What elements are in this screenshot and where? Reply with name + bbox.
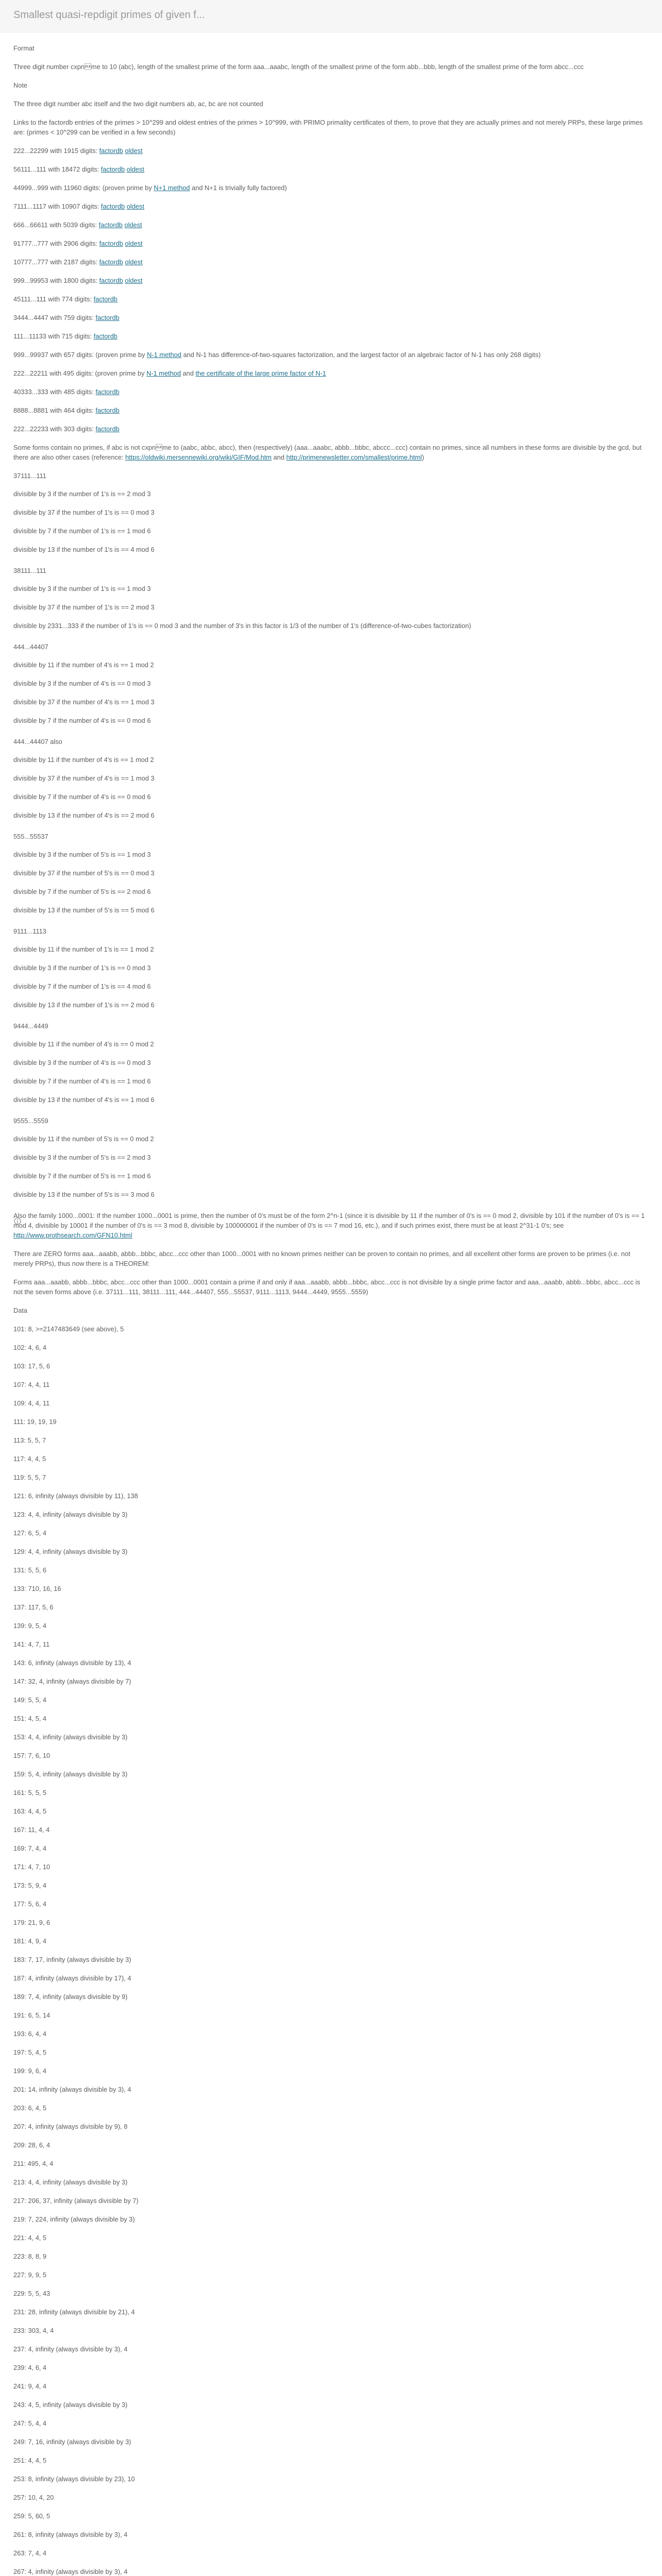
prime-links-list <box>13 146 649 434</box>
covering-rule: divisible by 7 if the number of 1's is == 1 mod 6 <box>13 527 151 535</box>
format-heading: Format <box>13 44 35 52</box>
prime-entry-text: 666...66611 with 5039 digits: <box>13 221 99 229</box>
prime-entry-text: 44999...999 with 11960 digits: (proven prime by <box>13 184 154 192</box>
data-row: 169: 7, 4, 4 <box>13 1844 47 1852</box>
data-row: 231: 28, infinity (always divisible by 21), 4 <box>13 2308 135 2316</box>
reference-link-1[interactable]: https://oldwiki.mersennewiki.org/wiki/GIF/Mod.htm <box>125 453 272 461</box>
covering-group <box>13 642 649 725</box>
prime-entry-link[interactable]: factordb <box>99 240 123 247</box>
prime-entry-text: 222...22299 with 1915 digits: <box>13 147 100 155</box>
data-row: 187: 4, infinity (always divisible by 17), 4 <box>13 1974 131 1982</box>
covering-rule: divisible by 3 if the number of 1's is == 2 mod 3 <box>13 490 151 498</box>
data-row: 159: 5, 4, infinity (always divisible by 3) <box>13 1770 128 1778</box>
data-row: 177: 5, 6, 4 <box>13 1900 47 1908</box>
covering-rule: divisible by 7 if the number of 5's is == 2 mod 6 <box>13 888 151 895</box>
covering-group <box>13 832 649 915</box>
prime-link-entry <box>13 239 649 248</box>
prime-entry-text: 45111...111 with 774 digits: <box>13 295 94 303</box>
prime-link-entry <box>13 331 649 341</box>
data-row: 209: 28, 6, 4 <box>13 2141 51 2149</box>
covering-rule: divisible by 7 if the number of 1's is == 4 mod 6 <box>13 982 151 990</box>
covering-group <box>13 737 649 820</box>
data-row: 213: 4, 4, infinity (always divisible by 3) <box>13 2178 128 2186</box>
data-row: 127: 6, 5, 4 <box>13 1529 47 1537</box>
data-row: 157: 7, 6, 10 <box>13 1752 51 1759</box>
family-text-2: There are ZERO forms aaa...aaabb, abbb...bbbc, abcc...ccc other than 1000...0001 with no known primes neither can be proven to contain no primes, and all excellent other forms are proven to be primes (i.e. not merely PRPs), thus now there is a THEOREM: <box>13 1250 631 1267</box>
data-row: 113: 5, 5, 7 <box>13 1436 46 1444</box>
data-row: 109: 4, 4, 11 <box>13 1399 50 1407</box>
prime-entry-link[interactable]: factordb <box>95 388 120 396</box>
data-row: 137: 117, 5, 6 <box>13 1603 54 1611</box>
data-row: 199: 9, 6, 4 <box>13 2067 47 2075</box>
data-row: 241: 9, 4, 4 <box>13 2382 47 2390</box>
data-row: 119: 5, 5, 7 <box>13 1473 46 1481</box>
data-row: 207: 4, infinity (always divisible by 9), 8 <box>13 2123 128 2130</box>
prime-link-entry <box>13 313 649 323</box>
covering-rule: divisible by 11 if the number of 4's is == 1 mod 2 <box>13 756 154 764</box>
prime-entry-link[interactable]: factordb <box>95 406 120 414</box>
data-row: 167: 11, 4, 4 <box>13 1826 50 1834</box>
data-row: 189: 7, 4, infinity (always divisible by 9) <box>13 1993 128 2001</box>
data-row: 191: 6, 5, 14 <box>13 2011 51 2019</box>
covering-rule: divisible by 7 if the number of 5's is == 1 mod 6 <box>13 1172 151 1180</box>
prime-entry-text: 222...22233 with 303 digits: <box>13 425 96 433</box>
covering-rule: divisible by 3 if the number of 4's is == 0 mod 3 <box>13 680 151 687</box>
prime-entry-link[interactable]: factordb <box>99 258 123 266</box>
covering-rule: divisible by 3 if the number of 4's is == 0 mod 3 <box>13 1059 151 1066</box>
covering-rule: divisible by 2331...333 if the number of 1's is == 0 mod 3 and the number of 3's in this factor is 1/3 of the number of 1's (difference-of-two-cubes factorization) <box>13 622 471 630</box>
covering-rule: divisible by 7 if the number of 4's is == 0 mod 6 <box>13 793 151 801</box>
prime-link-entry <box>13 387 649 397</box>
data-row: 221: 4, 4, 5 <box>13 2234 47 2242</box>
covering-rule: divisible by 37 if the number of 1's is == 2 mod 3 <box>13 603 155 611</box>
data-row: 147: 32, 4, infinity (always divisible by 7) <box>13 1677 131 1685</box>
data-row: 181: 4, 9, 4 <box>13 1937 47 1945</box>
prime-link-entry <box>13 146 649 156</box>
data-row: 201: 14, infinity (always divisible by 3), 4 <box>13 2086 131 2093</box>
forms-intro: Some forms contain no primes, if abc is not cxpnme to (aabc, abbc, abcc), then (respectively) (aaa...aaabc, abbb...bbbc, abccc...ccc) contain no primes, since all numbers in these forms are divisible by the gcd, but there are also other cases (reference: https://oldwiki.mersennewiki.org/wiki/GIF/Mod.htm and http://primenewsletter.com/smallest/prime.html) <box>13 444 642 461</box>
prime-entry-link[interactable]: N-1 method <box>146 369 181 377</box>
prime-entry-link[interactable]: factordb <box>98 221 123 229</box>
data-row: 123: 4, 4, infinity (always divisible by 3) <box>13 1511 128 1518</box>
data-row: 153: 4, 4, infinity (always divisible by 3) <box>13 1733 128 1741</box>
covering-rule: divisible by 7 if the number of 4's is == 0 mod 6 <box>13 717 151 724</box>
prime-entry-link[interactable]: oldest <box>124 221 142 229</box>
covering-group-title: 9555...5559 <box>13 1117 48 1125</box>
data-row: 263: 7, 4, 4 <box>13 2549 47 2557</box>
note-heading: Note <box>13 81 28 89</box>
covering-rule: divisible by 11 if the number of 5's is == 0 mod 2 <box>13 1135 154 1143</box>
data-row: 143: 6, infinity (always divisible by 13), 4 <box>13 1659 131 1667</box>
prime-entry-link[interactable]: factordb <box>101 165 125 173</box>
data-row: 101: 8, >=2147483649 (see above), 5 <box>13 1325 124 1333</box>
covering-rule: divisible by 3 if the number of 1's is == 0 mod 3 <box>13 964 151 972</box>
covering-rule: divisible by 13 if the number of 1's is == 4 mod 6 <box>13 546 155 553</box>
covering-group-title: 444...44407 also <box>13 738 62 745</box>
format-text: Three digit number cxpnme to 10 (abc), length of the smallest prime of the form aaa...aaabc, length of the smallest prime of the form abb...bbb, length of the smallest prime of the form abcc...ccc <box>13 63 584 71</box>
covering-group-title: 38111...111 <box>13 567 46 574</box>
prime-entry-text: 10777...777 with 2187 digits: <box>13 258 100 266</box>
prime-entry-text: 111...11133 with 715 digits: <box>13 332 94 340</box>
covering-sets <box>13 471 649 1199</box>
covering-rule: divisible by 37 if the number of 1's is == 0 mod 3 <box>13 509 155 516</box>
prime-link-entry <box>13 201 649 211</box>
prime-entry-text: 7111...1117 with 10907 digits: <box>13 202 101 210</box>
prime-entry-link[interactable]: factordb <box>95 314 120 321</box>
covering-rule: divisible by 13 if the number of 1's is == 2 mod 6 <box>13 1001 155 1009</box>
covering-group <box>13 1021 649 1105</box>
prime-entry-link[interactable]: factordb <box>99 277 123 284</box>
prime-link-entry <box>13 405 649 415</box>
prime-entry-text: 999...99937 with 657 digits: (proven prime by <box>13 351 147 359</box>
prime-entry-link[interactable]: oldest <box>125 277 143 284</box>
page-title: Smallest quasi-repdigit primes of given f... <box>13 9 205 21</box>
data-row: 249: 7, 16, infinity (always divisible by 3) <box>13 2438 131 2446</box>
data-heading: Data <box>13 1307 28 1314</box>
data-row: 203: 6, 4, 5 <box>13 2104 47 2112</box>
data-row: 171: 4, 7, 10 <box>13 1863 51 1871</box>
covering-group <box>13 566 649 631</box>
prime-entry-suffix: and N-1 has difference-of-two-squares factorization, and the largest factor of an algebraic factor of N-1 has only 268 digits) <box>181 351 541 359</box>
prime-entry-suffix: and N+1 is trivially fully factored) <box>190 184 287 192</box>
prime-entry-link[interactable]: oldest <box>125 147 143 155</box>
prime-entry-link[interactable]: factordb <box>95 425 120 433</box>
data-row: 251: 4, 4, 5 <box>13 2456 47 2464</box>
data-row: 163: 4, 4, 5 <box>13 1807 47 1815</box>
covering-rule: divisible by 11 if the number of 4's is == 0 mod 2 <box>13 1040 154 1048</box>
covering-rule: divisible by 3 if the number of 5's is == 1 mod 3 <box>13 851 151 858</box>
family-text-1: Also the family 1000...0001: If the number 1000...0001 is prime, then the number of 0's must be of the form 2^n-1 (since it is divisible by 11 if the number of 0's is == 0 mod 2, divisible by 101 if the number of 0's is == 1 mod 4, divisible by 10001 if the number of 0's is == 3 mod 8, divisible by 100000001 if the number of 0's is == 7 mod 16, etc.), and if such primes exist, there must be at least 2^31-1 0's; see http://www.prothsearch.com/GFN10.html <box>13 1212 645 1239</box>
data-row: 173: 5, 9, 4 <box>13 1882 47 1889</box>
data-row: 161: 5, 5, 5 <box>13 1789 47 1797</box>
data-row: 141: 4, 7, 11 <box>13 1640 50 1648</box>
prime-entry-text: 56111...111 with 18472 digits: <box>13 165 101 173</box>
prime-link-entry <box>13 257 649 267</box>
covering-group-title: 555...55537 <box>13 833 48 840</box>
covering-rule: divisible by 11 if the number of 4's is == 1 mod 2 <box>13 661 154 669</box>
proth-link[interactable]: http://www.prothsearch.com/GFN10.html <box>13 1231 133 1239</box>
covering-group-title: 37111...111 <box>13 472 46 480</box>
data-row: 227: 9, 9, 5 <box>13 2271 47 2279</box>
data-row: 267: 4, infinity (always divisible by 3), 4 <box>13 2568 128 2575</box>
prime-link-entry <box>13 164 649 174</box>
data-row: 253: 8, infinity (always divisible by 23), 10 <box>13 2475 135 2483</box>
data-row: 111: 19, 19, 19 <box>13 1418 57 1426</box>
data-row: 233: 303, 4, 4 <box>13 2327 54 2334</box>
data-row: 217: 206, 37, infinity (always divisible by 7) <box>13 2197 139 2205</box>
prime-link-entry <box>13 220 649 230</box>
prime-entry-link[interactable]: oldest <box>126 202 144 210</box>
data-row: 131: 5, 5, 6 <box>13 1566 47 1574</box>
data-row: 247: 5, 4, 4 <box>13 2419 47 2427</box>
covering-group <box>13 926 649 1010</box>
prime-entry-text: 40333...333 with 485 digits: <box>13 388 96 396</box>
data-row: 107: 4, 4, 11 <box>13 1381 50 1388</box>
prime-link-entry <box>13 183 649 193</box>
data-row: 102: 4, 6, 4 <box>13 1344 47 1351</box>
covering-rule: divisible by 13 if the number of 5's is == 3 mod 6 <box>13 1191 155 1198</box>
data-row: 197: 5, 4, 5 <box>13 2048 47 2056</box>
covering-rule: divisible by 3 if the number of 5's is == 2 mod 3 <box>13 1154 151 1161</box>
covering-group-title: 9444...4449 <box>13 1022 48 1030</box>
prime-entry-link[interactable]: factordb <box>99 147 123 155</box>
main-content <box>13 43 649 2576</box>
links-intro: Links to the factordb entries of the primes > 10^299 and oldest entries of the primes > 10^999, with PRIMO primality certificates of them, to prove that they are actually primes and not merely PRPs, these large primes are: (primes < 10^299 can be verified in a few seconds) <box>13 118 643 136</box>
prime-entry-link[interactable]: factordb <box>93 332 118 340</box>
data-row: 121: 6, infinity (always divisible by 11), 138 <box>13 1492 138 1500</box>
data-row: 103: 17, 5, 6 <box>13 1362 51 1370</box>
prime-entry-link[interactable]: N+1 method <box>154 184 190 192</box>
prime-entry-link[interactable]: oldest <box>125 258 143 266</box>
prime-entry-text: 3444...4447 with 759 digits: <box>13 314 96 321</box>
prime-entry-link[interactable]: N-1 method <box>146 351 181 359</box>
data-row: 261: 8, infinity (always divisible by 3), 4 <box>13 2531 128 2538</box>
covering-rule: divisible by 7 if the number of 4's is == 1 mod 6 <box>13 1077 151 1085</box>
covering-group-title: 9111...1113 <box>13 927 46 935</box>
prime-link-entry <box>13 276 649 285</box>
covering-group-title: 444...44407 <box>13 643 48 651</box>
prime-entry-text: 999...99953 with 1800 digits: <box>13 277 100 284</box>
covering-group <box>13 1116 649 1199</box>
prime-link-entry <box>13 424 649 434</box>
data-row: 257: 10, 4, 20 <box>13 2494 54 2501</box>
prime-entry-text: 91777...777 with 2906 digits: <box>13 240 100 247</box>
prime-entry-link[interactable]: factordb <box>93 295 118 303</box>
prime-link-entry: 222...22211 with 495 digits: (proven prime by N-1 method and the certificate of the large prime factor of N-1 <box>13 369 326 377</box>
prime-link-entry <box>13 350 649 360</box>
covering-rule: divisible by 37 if the number of 4's is == 1 mod 3 <box>13 698 155 706</box>
data-row: 117: 4, 4, 5 <box>13 1455 46 1463</box>
family-text-3: Forms aaa...aaabb, abbb...bbbc, abcc...ccc other than 1000...0001 contain a prime if and only if aaa...aaabb, abbb...bbbc, abcc...ccc is not divisible by a single prime factor and aaa...aaabb, abbb...bbbc, abcc...ccc is not the seven forms above (i.e. 37111...111, 38111...111, 444...44407, 555...55537, 9111...1113, 9444...4449, 9555...5559) <box>13 1278 640 1296</box>
prime-entry-link[interactable]: the certificate of the large prime factor of N-1 <box>195 369 326 377</box>
data-row: 183: 7, 17, infinity (always divisible by 3) <box>13 1956 131 1963</box>
prime-entry-link[interactable]: factordb <box>101 202 125 210</box>
data-row: 211: 495, 4, 4 <box>13 2160 54 2167</box>
data-row: 259: 5, 60, 5 <box>13 2512 51 2520</box>
covering-rule: divisible by 11 if the number of 1's is == 1 mod 2 <box>13 945 154 953</box>
covering-rule: divisible by 3 if the number of 1's is == 1 mod 3 <box>13 585 151 592</box>
data-row: 133: 710, 16, 16 <box>13 1585 61 1592</box>
covering-rule: divisible by 13 if the number of 4's is == 1 mod 6 <box>13 1096 155 1104</box>
header-bar <box>0 0 662 32</box>
prime-entry-link[interactable]: oldest <box>125 240 143 247</box>
prime-link-entry <box>13 294 649 304</box>
data-row: 151: 4, 5, 4 <box>13 1715 47 1722</box>
prime-entry-link[interactable]: oldest <box>126 165 144 173</box>
data-row: 219: 7, 224, infinity (always divisible by 3) <box>13 2215 135 2223</box>
data-row: 243: 4, 5, infinity (always divisible by 3) <box>13 2401 128 2409</box>
data-row: 239: 4, 6, 4 <box>13 2364 47 2371</box>
data-row: 193: 6, 4, 4 <box>13 2030 47 2038</box>
data-row: 237: 4, infinity (always divisible by 3), 4 <box>13 2345 128 2353</box>
data-list <box>13 1324 649 2576</box>
data-row: 129: 4, 4, infinity (always divisible by 3) <box>13 1548 128 1555</box>
data-row: 229: 5, 5, 43 <box>13 2290 51 2297</box>
covering-rule: divisible by 13 if the number of 4's is == 2 mod 6 <box>13 811 155 819</box>
note-text: The three digit number abc itself and the two digit numbers ab, ac, bc are not counted <box>13 100 263 108</box>
covering-group <box>13 471 649 554</box>
data-row: 139: 9, 5, 4 <box>13 1622 47 1630</box>
covering-rule: divisible by 37 if the number of 5's is == 0 mod 3 <box>13 869 155 877</box>
covering-rule: divisible by 37 if the number of 4's is == 1 mod 3 <box>13 774 155 782</box>
prime-entry-text: 8888...8881 with 464 digits: <box>13 406 96 414</box>
prime-entry-text: 222...22211 with 495 digits: (proven prime by <box>13 369 146 377</box>
covering-rule: divisible by 13 if the number of 5's is == 5 mod 6 <box>13 906 155 914</box>
data-row: 223: 8, 8, 9 <box>13 2252 47 2260</box>
data-row: 149: 5, 5, 4 <box>13 1696 47 1704</box>
data-row: 179: 21, 9, 6 <box>13 1919 51 1926</box>
reference-link-2[interactable]: http://primenewsletter.com/smallest/prime.html <box>286 453 422 461</box>
